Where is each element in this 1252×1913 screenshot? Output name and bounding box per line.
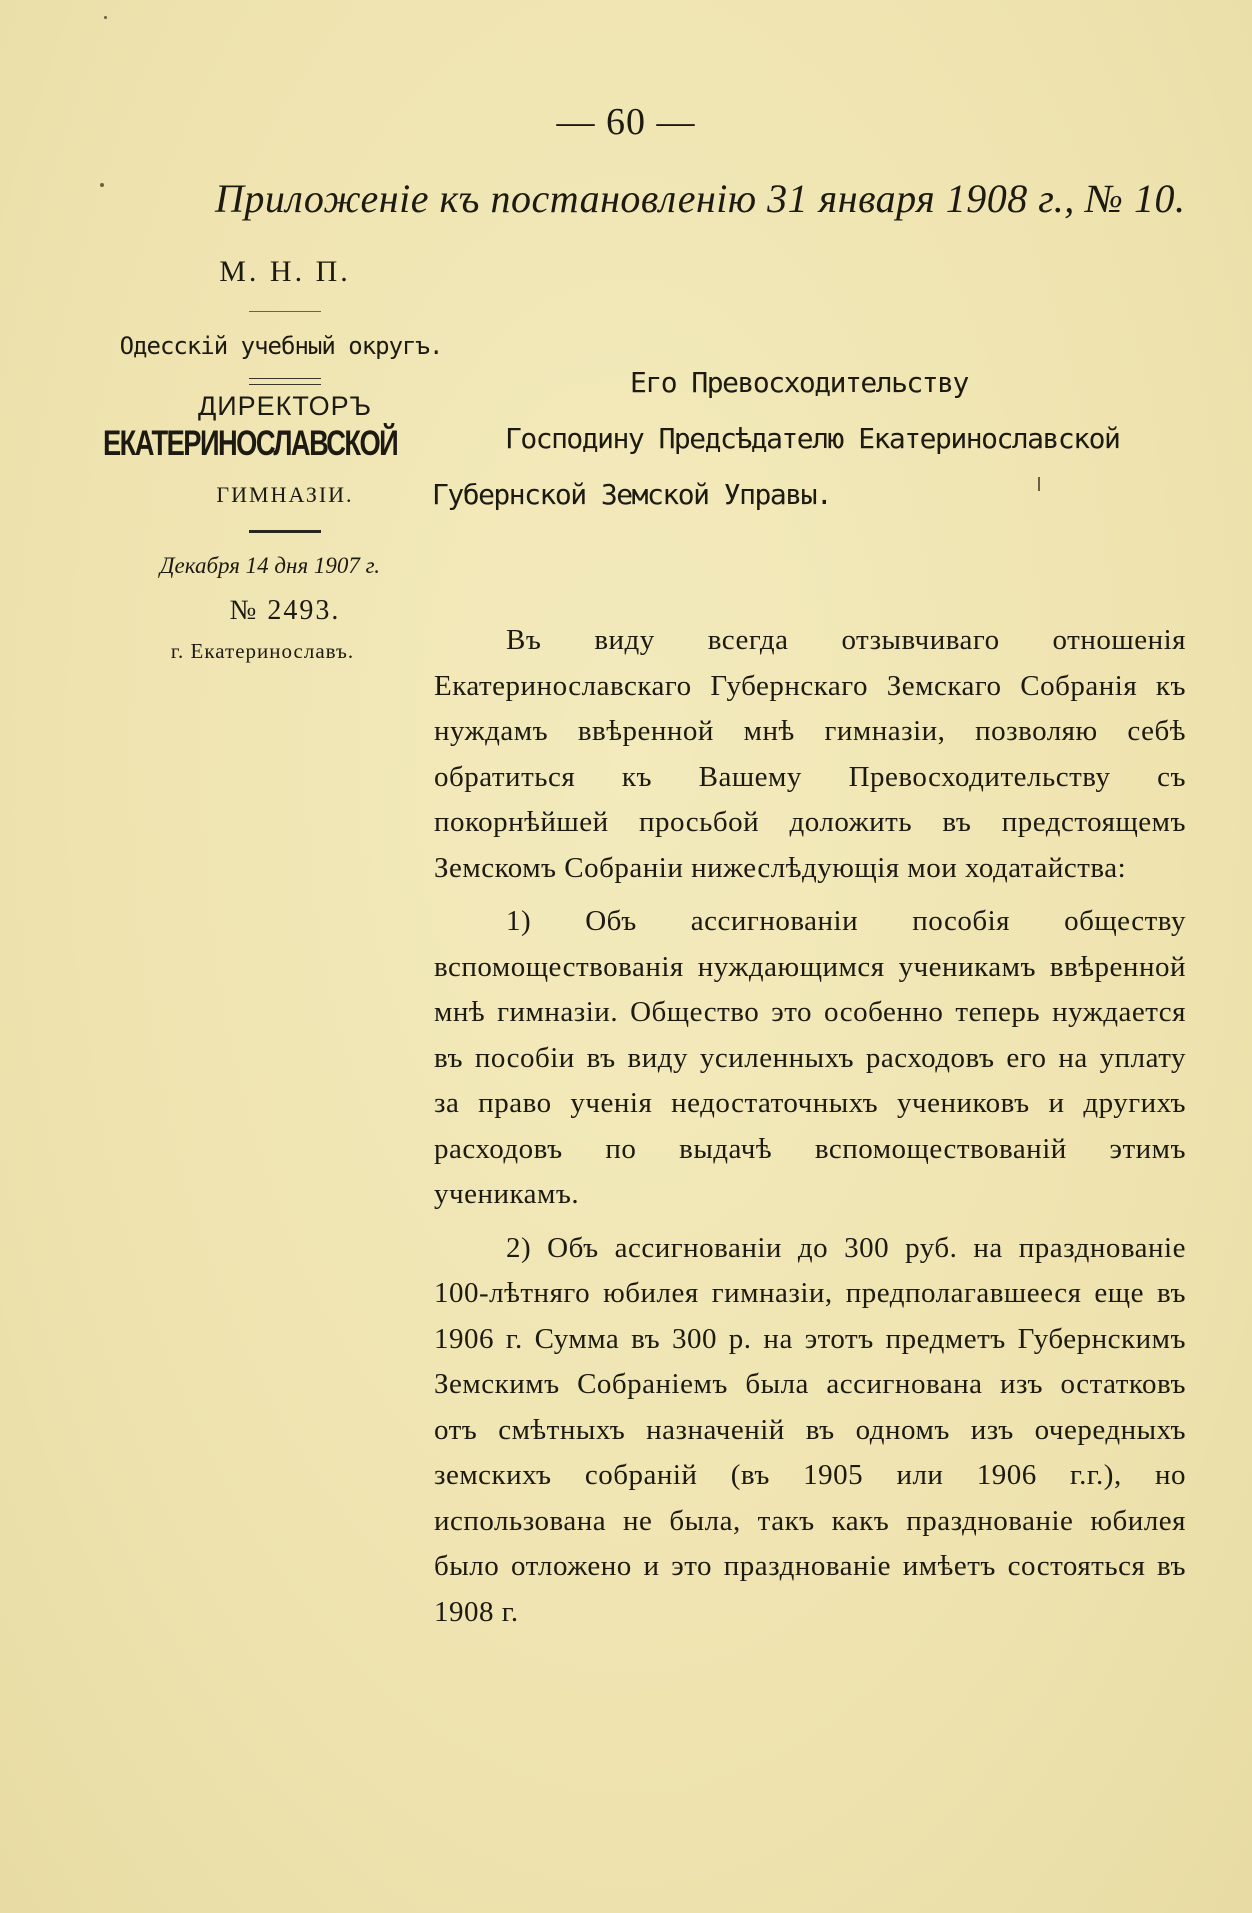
sender-block: [103, 255, 445, 664]
letter-number: № 2493.: [229, 595, 341, 626]
city-label: г. Екатеринославъ.: [170, 639, 355, 663]
ministry-label: М. Н. П.: [219, 255, 351, 288]
paper-speck: [100, 183, 104, 187]
letter-date: Декабря 14 дня 1907 г.: [159, 553, 381, 578]
page-number: — 60 —: [556, 101, 696, 143]
body-paragraph-2: 1) Объ ассигнованiи пособiя обществу вспомоществованiя нуждающимся ученикамъ ввѣренной мнѣ гимназiи. Общество это особенно теперь нуждается въ пособiи въ виду усиленныхъ расходовъ его на уплату за право ученiя недостаточныхъ учениковъ и другихъ расходовъ по выдачѣ вспомоществованiй этимъ ученикамъ.: [434, 905, 1186, 1210]
school-type: ГИМНАЗIИ.: [216, 482, 354, 507]
divider: [249, 311, 321, 312]
addressee-line-2: Господину Предсѣдателю Екатеринославской: [505, 422, 1120, 455]
school-name: ЕКАТЕРИНОСЛАВСКОЙ: [103, 424, 398, 463]
body-paragraph-3: 2) Объ ассигнованiи до 300 руб. на празднованiе 100-лѣтняго юбилея гимназiи, предполагавшееся еще въ 1906 г. Сумма въ 300 р. на этотъ предметъ Губернскимъ Земскимъ Собранiемъ была ассигнована изъ остатковъ отъ смѣтныхъ назначенiй въ одномъ изъ очередныхъ земскихъ собранiй (въ 1905 или 1906 г.г.), но использована не была, такъ какъ празднованiе юбилея было отложено и это празднованiе имѣетъ состояться въ 1908 г.: [434, 1231, 1186, 1628]
divider: [249, 530, 321, 533]
divider: [249, 378, 321, 385]
addressee-line-1: Его Превосходительству: [630, 366, 968, 399]
paper-speck: [104, 16, 107, 19]
addressee-line-3: Губернской Земской Управы.: [432, 478, 832, 511]
appendix-heading: Приложенiе къ постановленiю 31 января 1908 г., № 10.: [215, 176, 1186, 221]
paper-speck: [1038, 477, 1040, 491]
district-label: Одесскiй учебный округъ.: [119, 332, 443, 360]
addressee-block: [432, 355, 1120, 523]
letter-body: [434, 618, 1186, 1635]
director-title: ДИРЕКТОРЪ: [197, 391, 373, 421]
body-paragraph-1: Въ виду всегда отзывчиваго отношенiя Екатеринославскаго Губернскаго Земскаго Собранiя къ нуждамъ ввѣренной мнѣ гимназiи, позволяю себѣ обратиться къ Вашему Превосходительству съ покорнѣйшей просьбой доложить въ предстоящемъ Земскомъ Собранiи нижеслѣдующiя мои ходатайства:: [434, 624, 1186, 884]
